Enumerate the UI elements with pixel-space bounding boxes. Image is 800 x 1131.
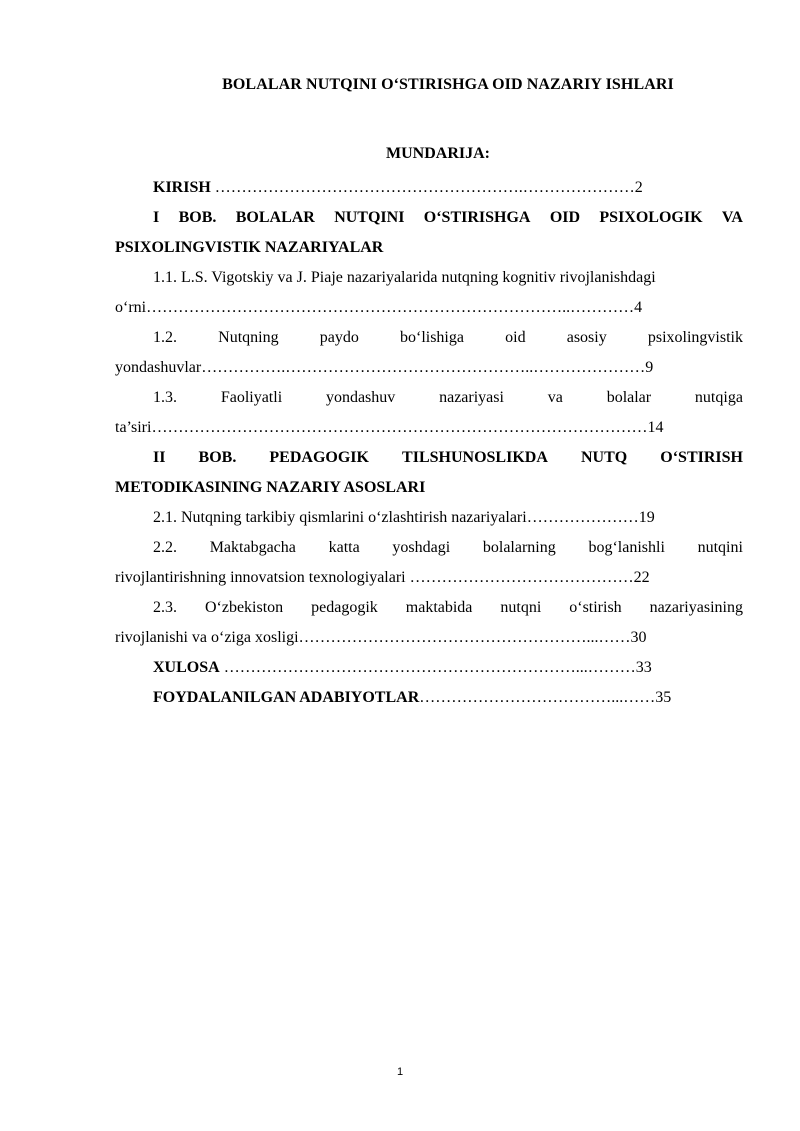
toc-entry-1-2-line-2: yondashuvlar…………….………………………………………..…………………9: [115, 359, 654, 376]
toc-entry-1-1-line-2: o‘rni……………………………………………………………………..…………4: [115, 299, 643, 316]
word: bolalarning: [482, 539, 556, 556]
word: oid: [505, 329, 526, 346]
word: O‘zbekiston: [204, 599, 284, 616]
toc-entry-xulosa[interactable]: [115, 653, 743, 683]
toc-chapter-1-line-2: PSIXOLINGVISTIK NAZARIYALAR: [115, 239, 384, 256]
word: bolalar: [606, 389, 652, 406]
toc-chapter-2-line-1: [115, 443, 743, 473]
word: nazariyasining: [649, 599, 743, 616]
word: nazariyasi: [439, 389, 504, 406]
word: Maktabgacha: [209, 539, 296, 556]
word: nutqini: [697, 539, 743, 556]
toc-entry-2-3-line-2: rivojlanishi va o‘ziga xosligi………………………………………………...……30: [115, 629, 647, 646]
word: BOB.: [178, 209, 217, 226]
toc-entry-2-1-line-1: 2.1. Nutqning tarkibiy qismlarini o‘zlashtirish nazariyalari…………………19: [153, 509, 655, 526]
toc-entry-1-2-line-1: [115, 323, 743, 353]
word: katta: [328, 539, 360, 556]
toc-chapter-2-line-2: METODIKASINING NAZARIY ASOSLARI: [115, 479, 426, 496]
word: II: [153, 449, 166, 466]
page-number: 1: [396, 1066, 404, 1078]
toc-chapter-1-line-1: [115, 203, 743, 233]
toc-entry-1-2[interactable]: [115, 323, 743, 383]
toc-entry-2-3[interactable]: [115, 593, 743, 653]
toc-entry-1-3-line-1: [115, 383, 743, 413]
toc-entry-label: FOYDALANILGAN ADABIYOTLAR: [153, 689, 420, 706]
word: bo‘lishiga: [399, 329, 464, 346]
toc-entry-label: KIRISH: [153, 179, 211, 196]
toc-entry-bibliography[interactable]: [115, 683, 743, 713]
word: Nutqning: [218, 329, 279, 346]
word: yondashuv: [325, 389, 396, 406]
toc-entry-2-2-line-2: rivojlantirishning innovatsion texnologiyalari ……………………………………22: [115, 569, 650, 586]
word: BOB.: [198, 449, 237, 466]
toc-entry-1-3[interactable]: [115, 383, 743, 443]
word: OID: [549, 209, 581, 226]
word: Faoliyatli: [220, 389, 283, 406]
toc-leader: …………………………………………………………...………33: [219, 659, 652, 676]
word: o‘stirish: [569, 599, 622, 616]
toc-entry-chapter-2[interactable]: [115, 443, 743, 503]
word: I: [153, 209, 160, 226]
word: nutqni: [500, 599, 542, 616]
word: 2.2.: [153, 539, 177, 556]
word: O‘STIRISHGA: [423, 209, 531, 226]
toc-entry-2-3-line-1: [115, 593, 743, 623]
word: asosiy: [566, 329, 607, 346]
word: PSIXOLOGIK: [599, 209, 703, 226]
word: O‘STIRISH: [660, 449, 743, 466]
word: va: [547, 389, 563, 406]
toc-entry-2-1[interactable]: [115, 503, 743, 533]
word: psixolingvistik: [647, 329, 743, 346]
toc-entry-kirish[interactable]: [115, 173, 743, 203]
toc-entry-chapter-1[interactable]: [115, 203, 743, 263]
toc-entry-label: XULOSA: [153, 659, 220, 676]
word: pedagogik: [311, 599, 378, 616]
toc-leader: ………………………………………………….…………………: [210, 179, 635, 196]
document-title: BOLALAR NUTQINI O‘STIRISHGA OID NAZARIY ISHLARI: [222, 76, 674, 93]
word: paydo: [319, 329, 359, 346]
word: nutqiga: [694, 389, 743, 406]
word: 1.3.: [153, 389, 177, 406]
word: NUTQ: [580, 449, 628, 466]
word: TILSHUNOSLIKDA: [402, 449, 548, 466]
word: NUTQINI: [334, 209, 405, 226]
word: maktabida: [405, 599, 473, 616]
word: yoshdagi: [392, 539, 451, 556]
word: 2.3.: [153, 599, 177, 616]
toc-entry-1-3-line-2: ta’siri…………………………………………………………………………………14: [115, 419, 664, 436]
table-of-contents: [115, 173, 743, 713]
toc-entry-2-2[interactable]: [115, 533, 743, 593]
toc-page-number: 2: [634, 179, 643, 196]
word: VA: [721, 209, 743, 226]
word: bog‘lanishli: [588, 539, 665, 556]
toc-leader: ………………………………...……35: [419, 689, 672, 706]
toc-entry-1-1-line-1: 1.1. L.S. Vigotskiy va J. Piaje nazariyalarida nutqning kognitiv rivojlanishdagi: [153, 269, 656, 286]
word: 1.2.: [153, 329, 177, 346]
toc-heading: MUNDARIJA:: [386, 145, 490, 162]
toc-entry-1-1[interactable]: [115, 263, 743, 323]
word: PEDAGOGIK: [269, 449, 369, 466]
word: BOLALAR: [235, 209, 315, 226]
toc-entry-2-2-line-1: [115, 533, 743, 563]
